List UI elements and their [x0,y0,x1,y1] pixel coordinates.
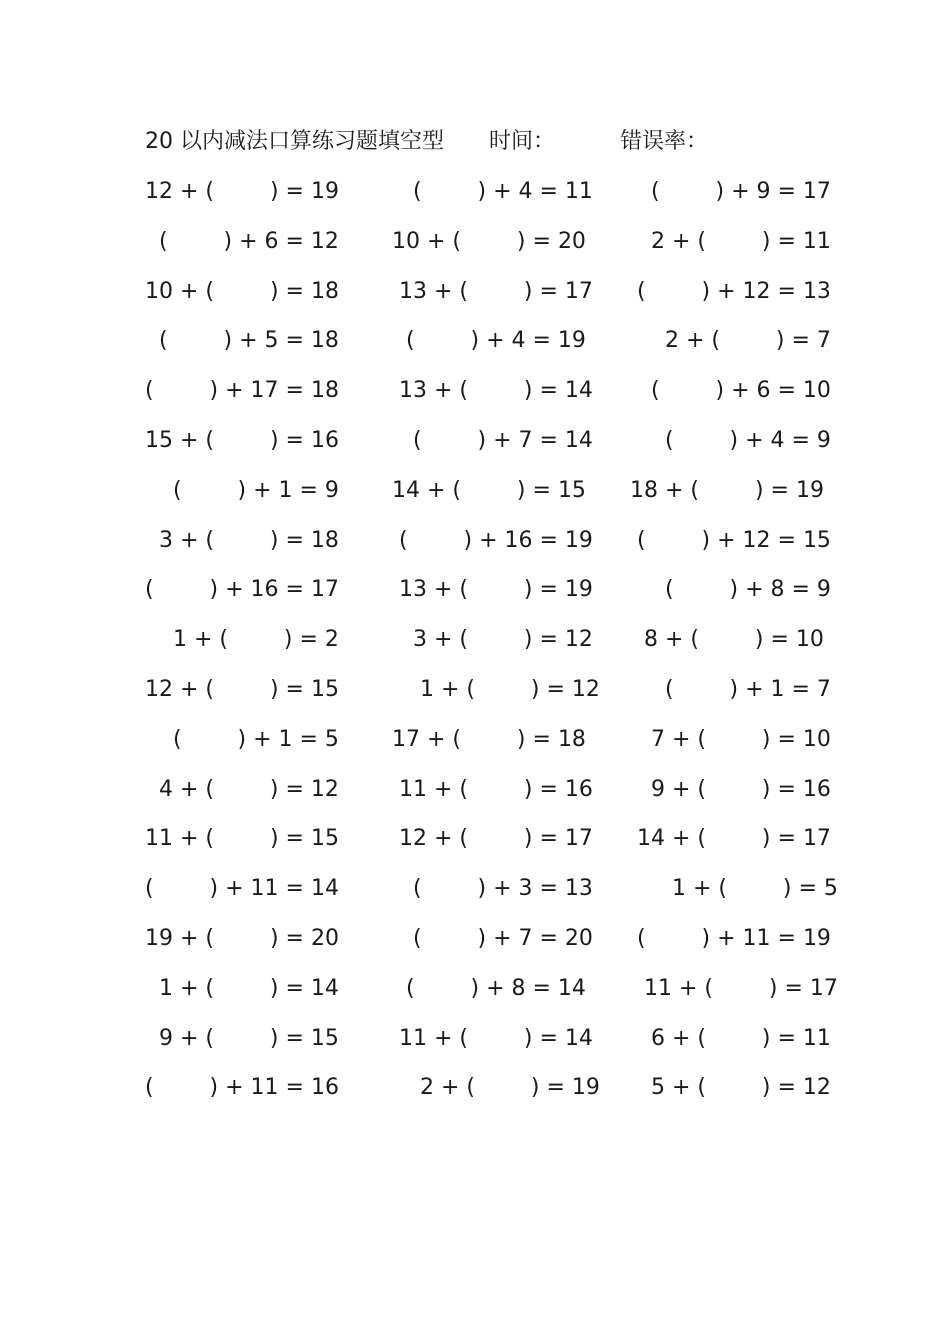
problem-item: ( ) + 6 = 12 [145,228,339,254]
problem-item: 8 + ( ) = 10 [630,627,824,653]
problem-item: 2 + ( ) = 19 [385,1075,600,1101]
problem-item: ( ) + 8 = 14 [385,975,586,1001]
problem-row [0,623,950,673]
problem-item: 13 + ( ) = 19 [385,577,593,603]
problem-row [0,573,950,623]
problem-item: 3 + ( ) = 12 [385,627,593,653]
worksheet-title: 20 以内减法口算练习题填空型 [145,129,444,154]
problem-item: 14 + ( ) = 17 [630,826,831,852]
problem-row [0,374,950,424]
problem-item: 2 + ( ) = 7 [630,328,831,354]
problem-item: 14 + ( ) = 15 [385,477,586,503]
problem-row [0,773,950,823]
problem-row [0,972,950,1022]
problem-item: 2 + ( ) = 11 [630,228,831,254]
problem-item: 12 + ( ) = 17 [385,826,593,852]
worksheet-header [145,126,845,158]
problem-item: ( ) + 4 = 19 [385,328,586,354]
problem-item: 9 + ( ) = 15 [145,1025,339,1051]
problem-item: ( ) + 4 = 9 [630,427,831,453]
problem-item: ( ) + 7 = 20 [385,925,593,951]
problem-item: 10 + ( ) = 18 [145,278,339,304]
problem-item: 1 + ( ) = 5 [630,876,838,902]
problem-item: 5 + ( ) = 12 [630,1075,831,1101]
problem-row [0,922,950,972]
problem-grid [0,175,950,1121]
problem-row [0,175,950,225]
problem-item: 1 + ( ) = 12 [385,676,600,702]
problem-row [0,524,950,574]
problem-item: ( ) + 8 = 9 [630,577,831,603]
problem-item: ( ) + 1 = 7 [630,676,831,702]
problem-item: ( ) + 16 = 19 [385,527,593,553]
problem-item: ( ) + 11 = 16 [145,1075,339,1101]
problem-item: 17 + ( ) = 18 [385,726,586,752]
problem-item: ( ) + 7 = 14 [385,427,593,453]
problem-item: 1 + ( ) = 14 [145,975,339,1001]
problem-item: 11 + ( ) = 14 [385,1025,593,1051]
problem-item: ( ) + 17 = 18 [145,378,339,404]
problem-item: 4 + ( ) = 12 [145,776,339,802]
problem-row [0,424,950,474]
problem-item: ( ) + 4 = 11 [385,179,593,204]
time-label: 时间： [489,129,556,154]
problem-item: 1 + ( ) = 2 [145,627,339,653]
problem-row [0,324,950,374]
problem-item: 11 + ( ) = 16 [385,776,593,802]
problem-row [0,673,950,723]
problem-item: ( ) + 16 = 17 [145,577,339,603]
problem-item: 19 + ( ) = 20 [145,925,339,951]
problem-row [0,723,950,773]
problem-item: 11 + ( ) = 15 [145,826,339,852]
problem-item: 18 + ( ) = 19 [630,477,824,503]
problem-row [0,872,950,922]
problem-item: ( ) + 6 = 10 [630,378,831,404]
problem-item: ( ) + 12 = 13 [630,278,831,304]
problem-item: ( ) + 11 = 19 [630,925,831,951]
problem-row [0,474,950,524]
problem-item: 12 + ( ) = 15 [145,676,339,702]
problem-item: 12 + ( ) = 19 [145,179,339,204]
problem-item: ( ) + 9 = 17 [630,179,831,204]
problem-item: 13 + ( ) = 17 [385,278,593,304]
problem-item: ( ) + 11 = 14 [145,876,339,902]
problem-row [0,1022,950,1072]
problem-item: 15 + ( ) = 16 [145,427,339,453]
problem-row [0,822,950,872]
problem-item: 3 + ( ) = 18 [145,527,339,553]
problem-item: 10 + ( ) = 20 [385,228,586,254]
problem-row [0,1071,950,1121]
problem-item: 13 + ( ) = 14 [385,378,593,404]
problem-item: 7 + ( ) = 10 [630,726,831,752]
problem-row [0,275,950,325]
problem-row [0,225,950,275]
error-rate-label: 错误率： [620,129,709,154]
problem-item: ( ) + 3 = 13 [385,876,593,902]
problem-item: 11 + ( ) = 17 [630,975,838,1001]
problem-item: ( ) + 12 = 15 [630,527,831,553]
problem-item: ( ) + 5 = 18 [145,328,339,354]
problem-item: 9 + ( ) = 16 [630,776,831,802]
problem-item: ( ) + 1 = 9 [145,477,339,503]
problem-item: 6 + ( ) = 11 [630,1025,831,1051]
problem-item: ( ) + 1 = 5 [145,726,339,752]
